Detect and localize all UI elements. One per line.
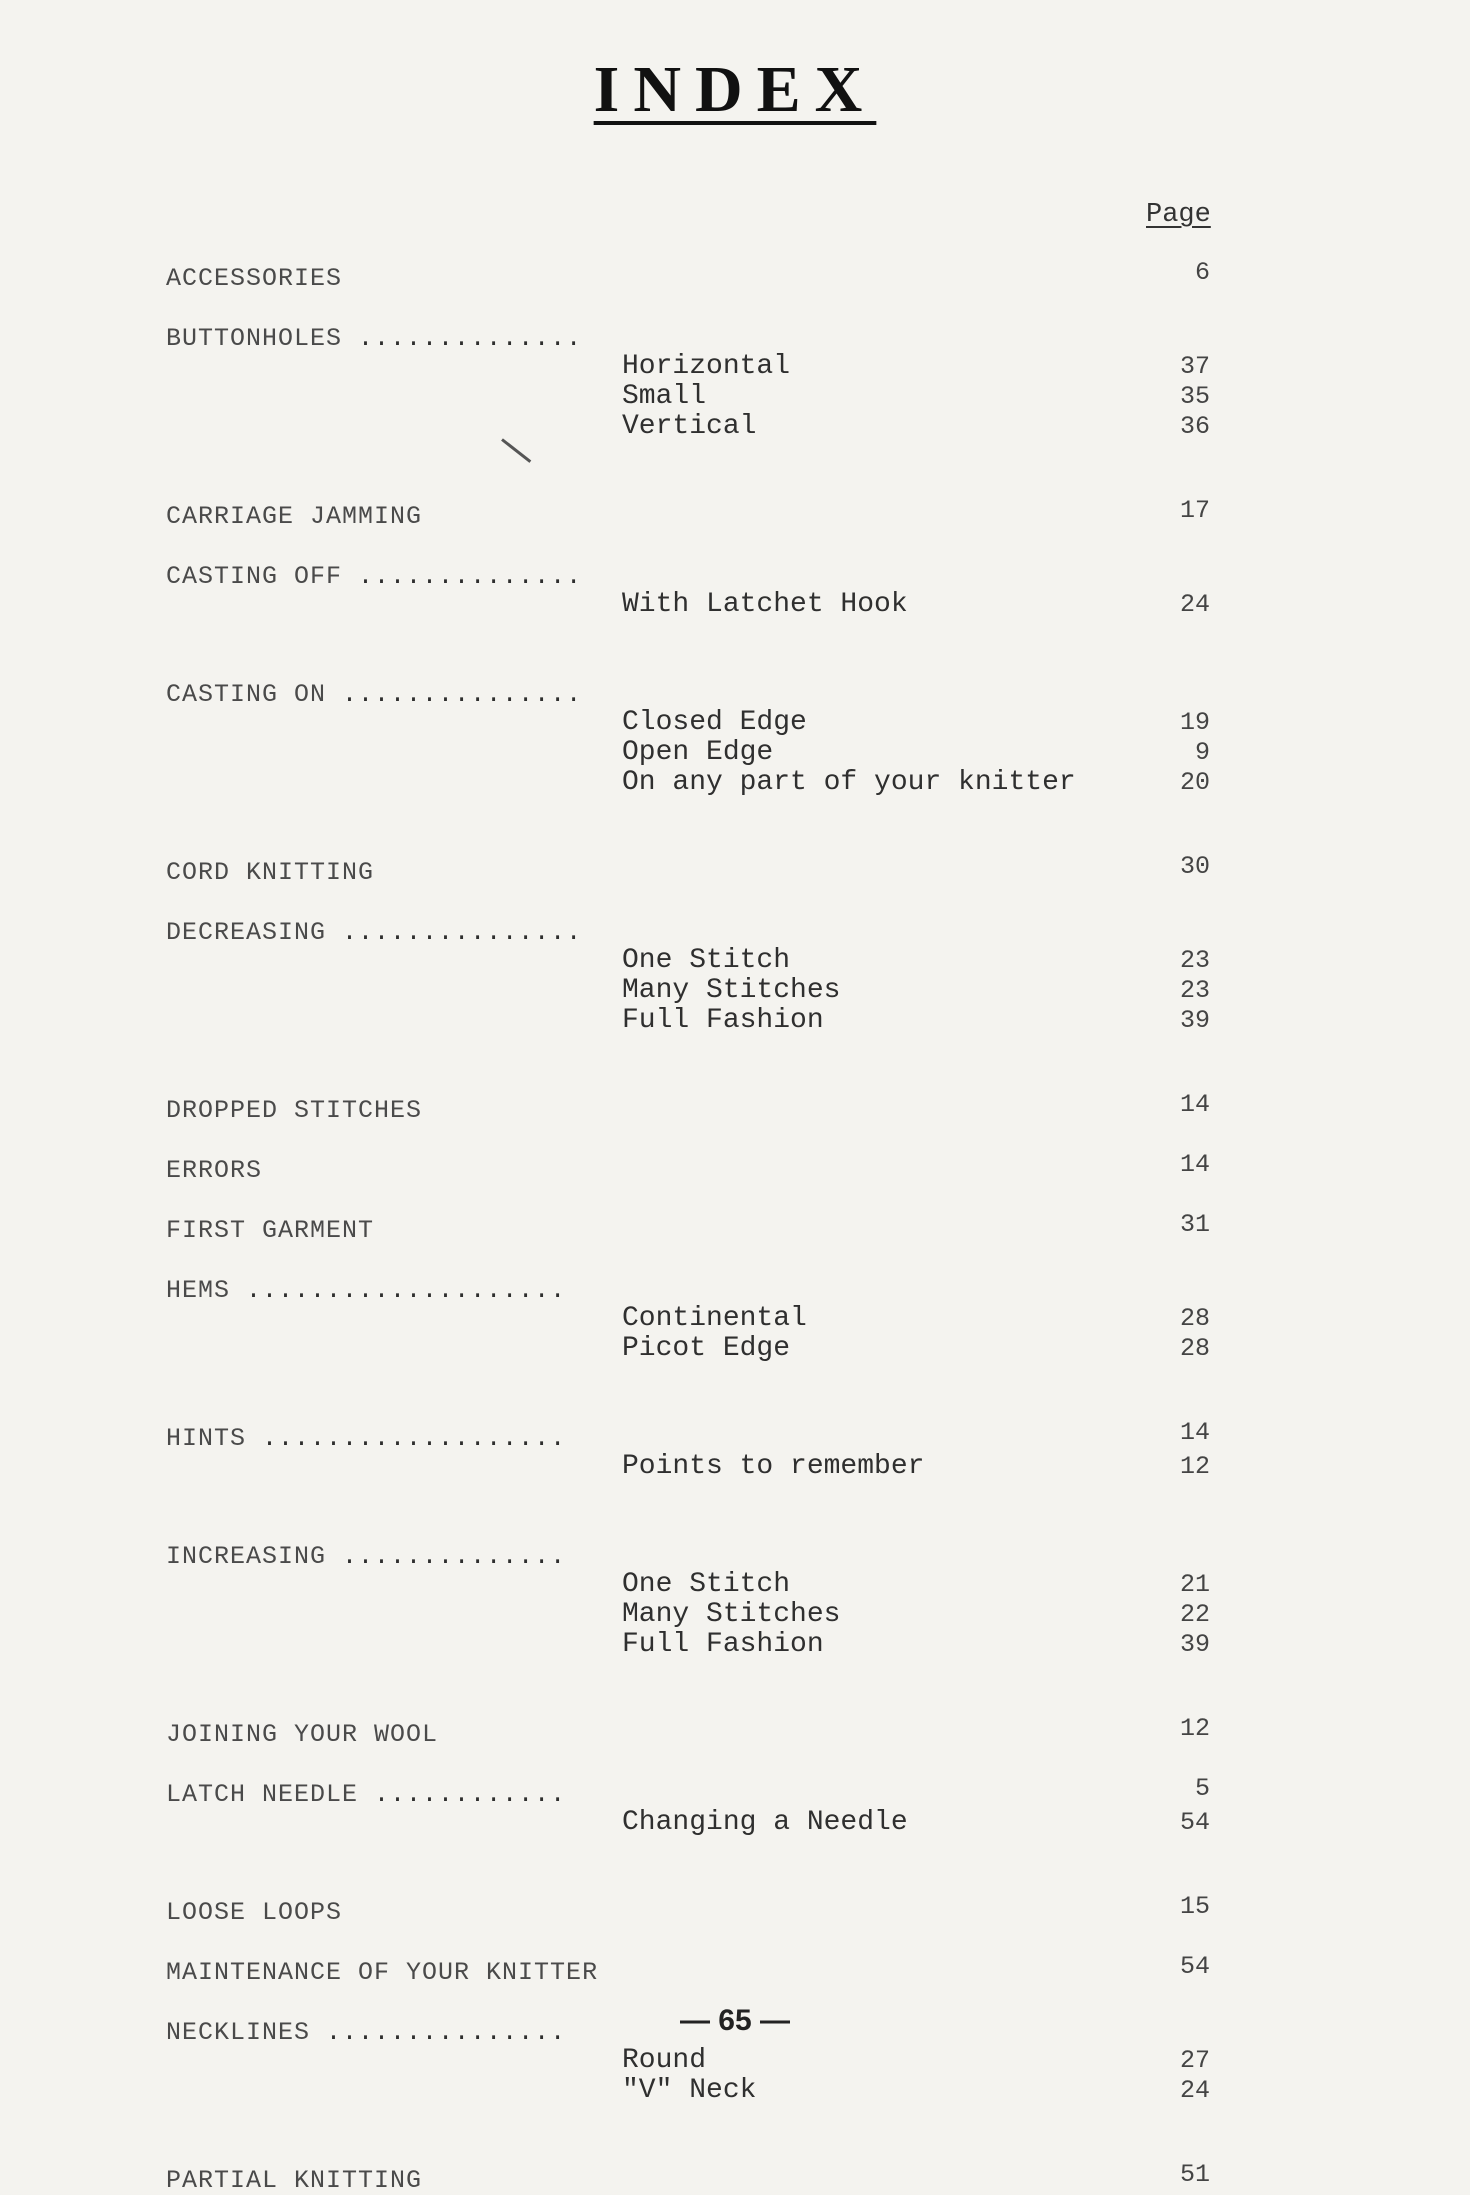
- subentry-label: "V" Neck: [622, 2075, 757, 2106]
- heading-page-number: 51: [1179, 2160, 1210, 2189]
- index-heading-label: HEMS: [166, 1276, 231, 1305]
- heading-page-number: 14: [1179, 1150, 1210, 1179]
- subentry-label: Full Fashion: [622, 1629, 824, 1660]
- subentry-label: Vertical: [622, 411, 757, 442]
- leader-dots: ...............: [342, 918, 583, 947]
- leader-dots: ....................: [246, 1276, 567, 1305]
- index-heading: [166, 680, 582, 709]
- page-title: INDEX: [593, 53, 877, 126]
- leader-dots: ...................: [262, 1424, 567, 1453]
- subentry-label: Changing a Needle: [622, 1807, 908, 1838]
- heading-page-number: 31: [1179, 1210, 1210, 1239]
- subentry-page-number: 54: [1179, 1808, 1210, 1837]
- index-heading-label: DECREASING: [166, 918, 327, 947]
- heading-page-number: 14: [1179, 1090, 1210, 1119]
- index-heading-label: LOOSE LOOPS: [166, 1898, 343, 1927]
- subentry-label: Many Stitches: [622, 1599, 841, 1630]
- subentry-page-number: 23: [1179, 976, 1210, 1005]
- index-heading: [166, 1958, 598, 1987]
- index-heading-label: CORD KNITTING: [166, 858, 375, 887]
- leader-dots: ...............: [326, 2018, 567, 2047]
- subentry-page-number: 21: [1179, 1570, 1210, 1599]
- subentry-page-number: 28: [1179, 1304, 1210, 1333]
- leader-dots: ............: [374, 1780, 567, 1809]
- heading-page-number: 30: [1179, 852, 1210, 881]
- heading-page-number: 12: [1179, 1714, 1210, 1743]
- subentry-label: On any part of your knitter: [622, 767, 1076, 798]
- subentry-page-number: 28: [1179, 1334, 1210, 1363]
- leader-dots: ..............: [358, 562, 583, 591]
- heading-page-number: 15: [1179, 1892, 1210, 1921]
- index-heading-label: CASTING OFF: [166, 562, 343, 591]
- subentry-page-number: 23: [1179, 946, 1210, 975]
- leader-dots: ..............: [358, 324, 583, 353]
- subentry-label: Round: [622, 2045, 707, 2076]
- index-heading-label: JOINING YOUR WOOL: [166, 1720, 439, 1749]
- index-heading-label: ERRORS: [166, 1156, 263, 1185]
- subentry-label: One Stitch: [622, 945, 791, 976]
- pen-mark: [501, 438, 531, 463]
- subentry-page-number: 39: [1179, 1630, 1210, 1659]
- index-heading: [166, 1276, 566, 1305]
- index-heading: [166, 1720, 438, 1749]
- index-heading: [166, 1780, 566, 1809]
- subentry-label: Horizontal: [622, 351, 791, 382]
- leader-dots: ...............: [342, 680, 583, 709]
- subentry-page-number: 12: [1179, 1452, 1210, 1481]
- subentry-label: Picot Edge: [622, 1333, 791, 1364]
- page-column-header: Page: [1146, 200, 1211, 230]
- index-heading-label: PARTIAL KNITTING: [166, 2166, 423, 2195]
- index-heading: [166, 858, 374, 887]
- index-heading: [166, 1216, 374, 1245]
- heading-page-number: 17: [1179, 496, 1210, 525]
- subentry-label: Small: [622, 381, 707, 412]
- subentry-page-number: 35: [1179, 382, 1210, 411]
- subentry-page-number: 37: [1179, 352, 1210, 381]
- subentry-label: Full Fashion: [622, 1005, 824, 1036]
- heading-page-number: 5: [1194, 1774, 1210, 1803]
- index-heading: [166, 324, 582, 353]
- subentry-label: With Latchet Hook: [622, 589, 908, 620]
- index-heading: [166, 1424, 566, 1453]
- subentry-page-number: 22: [1179, 1600, 1210, 1629]
- index-heading-label: LATCH NEEDLE: [166, 1780, 359, 1809]
- subentry-label: Continental: [622, 1303, 807, 1334]
- subentry-label: Open Edge: [622, 737, 774, 768]
- subentry-page-number: 27: [1179, 2046, 1210, 2075]
- subentry-page-number: 24: [1179, 590, 1210, 619]
- subentry-page-number: 19: [1179, 708, 1210, 737]
- index-heading: [166, 918, 582, 947]
- subentry-label: Many Stitches: [622, 975, 841, 1006]
- index-heading-label: ACCESSORIES: [166, 264, 343, 293]
- index-heading-label: HINTS: [166, 1424, 247, 1453]
- index-heading: [166, 1898, 342, 1927]
- index-heading-label: FIRST GARMENT: [166, 1216, 375, 1245]
- index-heading: [166, 1542, 566, 1571]
- subentry-page-number: 24: [1179, 2076, 1210, 2105]
- subentry-label: One Stitch: [622, 1569, 791, 1600]
- index-heading-label: INCREASING: [166, 1542, 327, 1571]
- index-heading-label: CARRIAGE JAMMING: [166, 502, 423, 531]
- subentry-page-number: 39: [1179, 1006, 1210, 1035]
- subentry-page-number: 36: [1179, 412, 1210, 441]
- heading-page-number: 14: [1179, 1418, 1210, 1447]
- index-heading: [166, 2166, 422, 2195]
- subentry-label: Closed Edge: [622, 707, 807, 738]
- index-heading-label: MAINTENANCE OF YOUR KNITTER: [166, 1958, 599, 1987]
- index-heading-label: DROPPED STITCHES: [166, 1096, 423, 1125]
- leader-dots: ..............: [342, 1542, 567, 1571]
- index-heading-label: BUTTONHOLES: [166, 324, 343, 353]
- subentry-label: Points to remember: [622, 1451, 925, 1482]
- index-heading: [166, 1156, 262, 1185]
- index-heading: [166, 502, 422, 531]
- index-heading: [166, 264, 342, 293]
- index-heading: [166, 1096, 422, 1125]
- index-heading-label: NECKLINES: [166, 2018, 311, 2047]
- page-number-footer: — 65 —: [679, 2004, 791, 2037]
- heading-page-number: 54: [1179, 1952, 1210, 1981]
- heading-page-number: 6: [1194, 258, 1210, 287]
- subentry-page-number: 20: [1179, 768, 1210, 797]
- subentry-page-number: 9: [1194, 738, 1210, 767]
- index-heading-label: CASTING ON: [166, 680, 327, 709]
- index-heading: [166, 562, 582, 591]
